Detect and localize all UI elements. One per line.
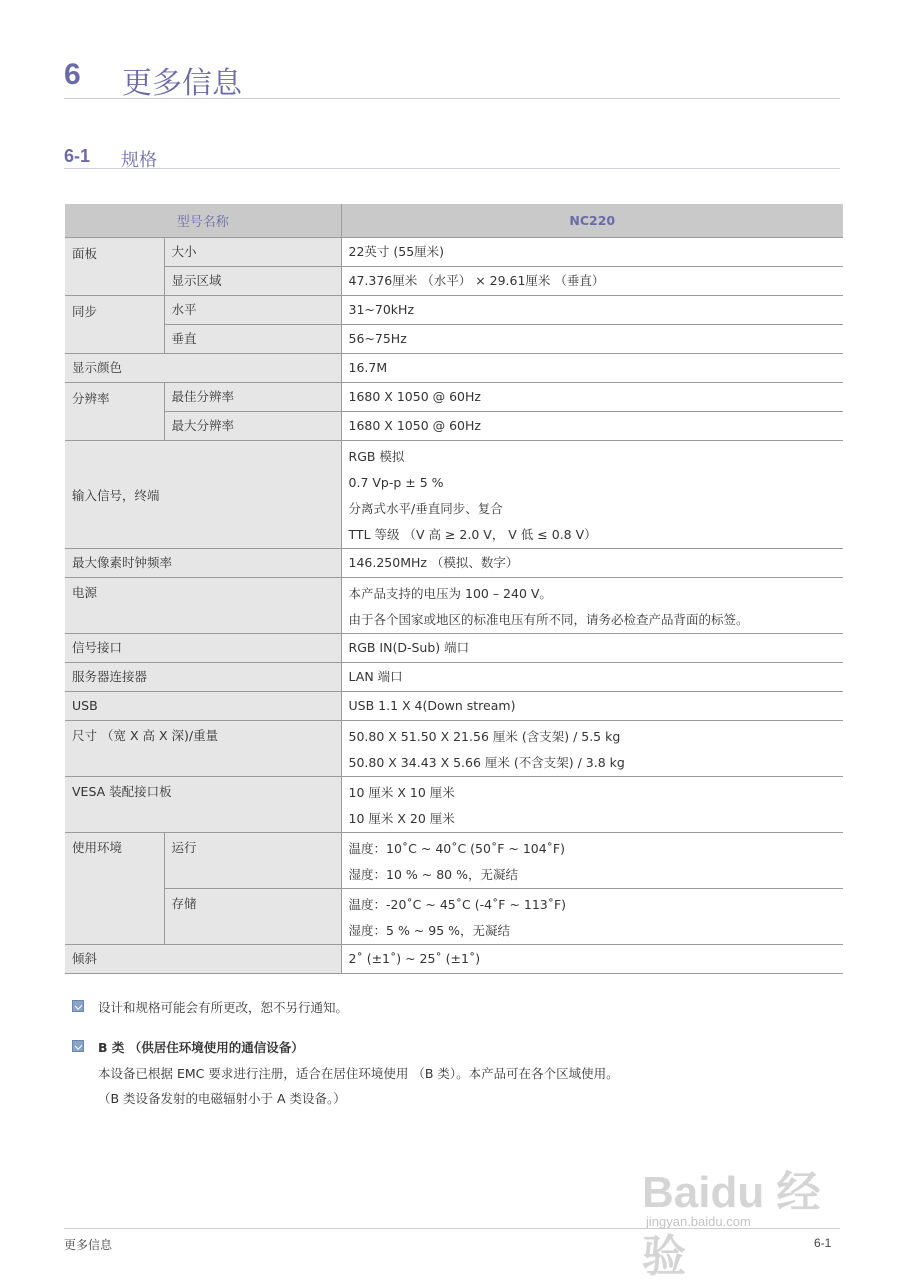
pixel-clock-value: 146.250MHz （模拟、数字） <box>341 549 843 578</box>
table-row <box>65 383 843 412</box>
power-value-line: 本产品支持的电压为 100 – 240 V。 <box>348 586 552 601</box>
vesa-values <box>341 777 843 833</box>
table-row <box>65 663 843 692</box>
resolution-best-label: 最佳分辨率 <box>164 383 341 412</box>
table-row <box>65 578 843 634</box>
power-values <box>341 578 843 634</box>
note-icon <box>72 1000 84 1012</box>
table-row <box>65 833 843 889</box>
model-value-header: NC220 <box>341 204 843 238</box>
vesa-label: VESA 装配接口板 <box>65 777 341 833</box>
model-name-header: 型号名称 <box>65 204 341 238</box>
vesa-value-line: 10 厘米 X 10 厘米 <box>348 785 455 800</box>
table-row <box>65 412 843 441</box>
environment-op-label: 运行 <box>164 833 341 889</box>
input-value-line: 分离式水平/垂直同步、复合 <box>348 501 503 516</box>
panel-size-label: 大小 <box>164 238 341 267</box>
signal-value: RGB IN(D-Sub) 端口 <box>341 634 843 663</box>
table-row <box>65 325 843 354</box>
table-row <box>65 441 843 549</box>
table-row <box>65 777 843 833</box>
power-label: 电源 <box>65 578 341 634</box>
environment-label: 使用环境 <box>65 833 164 945</box>
class-b-title: B 类 （供居住环境使用的通信设备） <box>98 1040 304 1055</box>
dimensions-value-line: 50.80 X 34.43 X 5.66 厘米 (不含支架) / 3.8 kg <box>348 755 625 770</box>
dimensions-values <box>341 721 843 777</box>
table-row <box>65 692 843 721</box>
input-label: 输入信号，终端 <box>65 441 341 549</box>
panel-area-value: 47.376厘米 （水平） × 29.61厘米 （垂直） <box>341 267 843 296</box>
chapter-title: 更多信息 <box>122 66 242 101</box>
signal-label: 信号接口 <box>65 634 341 663</box>
resolution-best-value: 1680 X 1050 @ 60Hz <box>341 383 843 412</box>
dimensions-label: 尺寸 （宽 X 高 X 深)/重量 <box>65 721 341 777</box>
input-value-line: RGB 模拟 <box>348 449 405 464</box>
table-row <box>65 238 843 267</box>
environment-st-line: 湿度：5 % ~ 95 %，无凝结 <box>348 923 510 938</box>
environment-st-label: 存储 <box>164 889 341 945</box>
power-value-line: 由于各个国家或地区的标准电压有所不同，请务必检查产品背面的标签。 <box>348 612 749 627</box>
pixel-clock-label: 最大像素时钟频率 <box>65 549 341 578</box>
page-number: 6-1 <box>814 1236 832 1250</box>
sync-v-value: 56~75Hz <box>341 325 843 354</box>
table-row <box>65 267 843 296</box>
input-values <box>341 441 843 549</box>
server-value: LAN 端口 <box>341 663 843 692</box>
server-label: 服务器连接器 <box>65 663 341 692</box>
environment-op-values <box>341 833 843 889</box>
footer-divider <box>64 1228 840 1229</box>
environment-op-line: 湿度：10 % ~ 80 %，无凝结 <box>348 867 518 882</box>
table-row <box>65 634 843 663</box>
class-b-line: （B 类设备发射的电磁辐射小于 A 类设备。） <box>98 1091 346 1106</box>
sync-h-label: 水平 <box>164 296 341 325</box>
environment-op-line: 温度：10˚C ~ 40˚C (50˚F ~ 104˚F) <box>348 841 565 856</box>
table-row <box>65 721 843 777</box>
resolution-max-value: 1680 X 1050 @ 60Hz <box>341 412 843 441</box>
color-label: 显示颜色 <box>65 354 341 383</box>
tilt-label: 倾斜 <box>65 945 341 974</box>
watermark-url: jingyan.baidu.com <box>646 1214 751 1229</box>
resolution-label: 分辨率 <box>65 383 164 441</box>
vesa-value-line: 10 厘米 X 20 厘米 <box>348 811 455 826</box>
note-icon <box>72 1040 84 1052</box>
environment-st-values <box>341 889 843 945</box>
input-value-line: 0.7 Vp-p ± 5 % <box>348 475 444 490</box>
usb-value: USB 1.1 X 4(Down stream) <box>341 692 843 721</box>
section-title: 规格 <box>121 150 157 171</box>
sync-label: 同步 <box>65 296 164 354</box>
environment-st-line: 温度：-20˚C ~ 45˚C (-4˚F ~ 113˚F) <box>348 897 567 912</box>
table-row <box>65 945 843 974</box>
section-number: 6-1 <box>64 146 91 166</box>
panel-area-label: 显示区域 <box>164 267 341 296</box>
spec-table <box>65 204 843 974</box>
table-row <box>65 296 843 325</box>
sync-h-value: 31~70kHz <box>341 296 843 325</box>
class-b-line: 本设备已根据 EMC 要求进行注册，适合在居住环境使用 （B 类）。本产品可在各个区域使用。 <box>98 1066 619 1081</box>
sync-v-label: 垂直 <box>164 325 341 354</box>
table-row <box>65 549 843 578</box>
panel-size-value: 22英寸 (55厘米) <box>341 238 843 267</box>
table-row <box>65 889 843 945</box>
tilt-value: 2˚ (±1˚) ~ 25˚ (±1˚) <box>341 945 843 974</box>
baidu-logo: Baidu 经验 <box>642 1168 821 1281</box>
resolution-max-label: 最大分辨率 <box>164 412 341 441</box>
section-heading <box>64 144 840 169</box>
footer-chapter: 更多信息 <box>64 1238 113 1252</box>
dimensions-value-line: 50.80 X 51.50 X 21.56 厘米 (含支架) / 5.5 kg <box>348 729 621 744</box>
color-value: 16.7M <box>341 354 843 383</box>
usb-label: USB <box>65 692 341 721</box>
chapter-number: 6 <box>64 58 81 91</box>
chapter-heading <box>64 56 840 99</box>
table-row <box>65 354 843 383</box>
change-note-text: 设计和规格可能会有所更改，恕不另行通知。 <box>98 1000 349 1015</box>
input-value-line: TTL 等级 （V 高 ≥ 2.0 V， V 低 ≤ 0.8 V） <box>348 527 597 542</box>
panel-label: 面板 <box>65 238 164 296</box>
